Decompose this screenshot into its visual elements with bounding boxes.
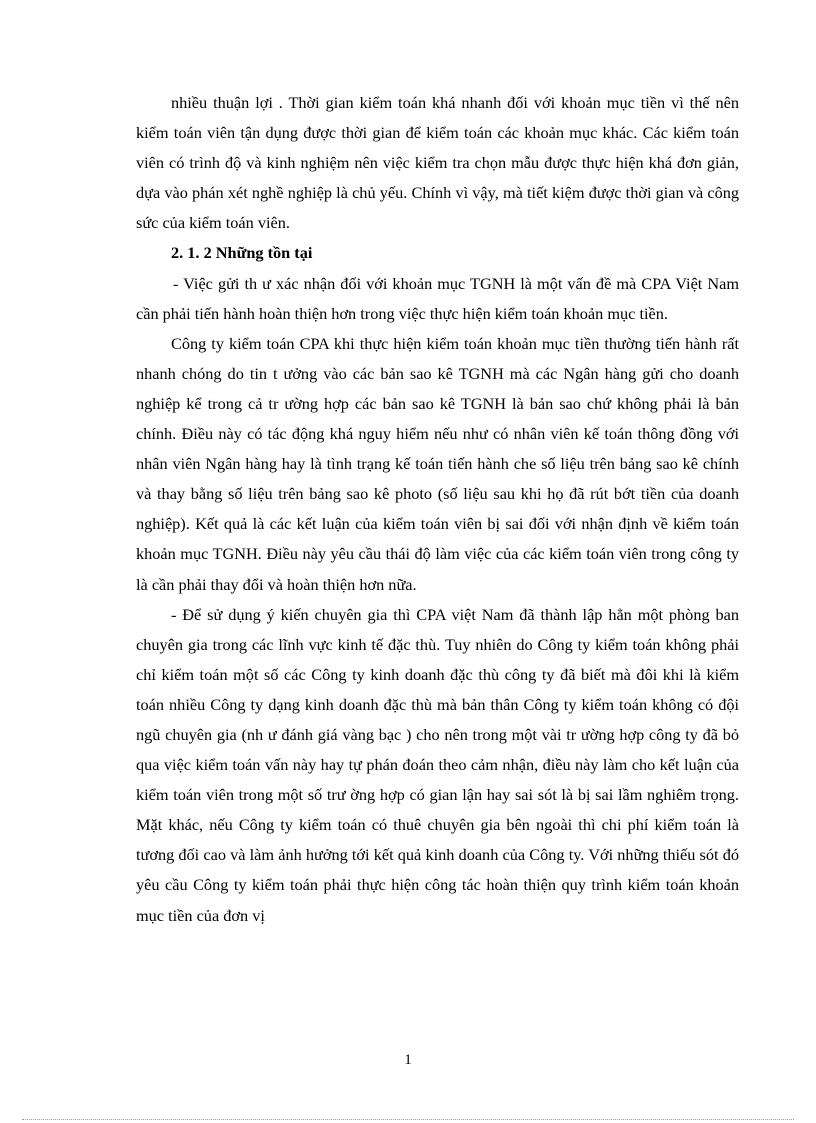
document-body [136,88,739,931]
paragraph-advantages: nhiều thuận lợi . Thời gian kiểm toán khá nhanh đối với khoản mục tiền vì thế nên kiểm toán viên tận dụng được thời gian để kiểm toán các khoản mục khác. Các kiểm toán viên có trình độ và kinh nghiệm nên việc kiểm tra chọn mẫu được thực hiện khá đơn giản, dựa vào phán xét nghề nghiệp là chủ yếu. Chính vì vậy, mà tiết kiệm được thời gian và công sức của kiểm toán viên. [136,93,739,233]
section-heading: 2. 1. 2 Những tồn tại [171,243,313,263]
paragraph-confirmation-letters: - Việc gửi th ư xác nhận đối với khoản mục TGNH là một vấn đề mà CPA Việt Nam cần phải tiến hành hoàn thiện hơn trong việc thực hiện kiểm toán khoản mục tiền. [136,273,739,323]
page-number: 1 [404,1052,412,1068]
paragraph-expert-opinion: - Để sử dụng ý kiến chuyên gia thì CPA việt Nam đã thành lập hẳn một phòng ban chuyên gia trong các lĩnh vực kinh tế đặc thù. Tuy nhiên do Công ty kiểm toán không phải chỉ kiểm toán một số các Công ty kinh doanh đặc thù công ty đã biết mà đôi khi là kiểm toán nhiều Công ty dạng kinh doanh đặc thù mà bản thân Công ty kiểm toán không có đội ngũ chuyên gia (nh ư đánh giá vàng bạc ) cho nên trong một vài tr ường hợp công ty đã bỏ qua việc kiểm toán vấn này hay tự phán đoán theo cảm nhận, điều này làm cho kết luận của kiểm toán viên trong một số trư ờng hợp có gian lận hay sai sót là bị sai lầm nghiêm trọng. Mặt khác, nếu Công ty kiểm toán có thuê chuyên gia bên ngoài thì chi phí kiểm toán là tương đối cao và làm ảnh hưởng tới kết quả kinh doanh của Công ty. Với những thiếu sót đó yêu cầu Công ty kiểm toán phải thực hiện công tác hoàn thiện quy trình kiểm toán khoản mục tiền của đơn vị [136,604,739,925]
page-bottom-divider [22,1119,794,1120]
paragraph-bank-statements: Công ty kiểm toán CPA khi thực hiện kiểm toán khoản mục tiền thường tiến hành rất nhanh chóng do tin t ưởng vào các bản sao kê TGNH mà các Ngân hàng gửi cho doanh nghiệp kể trong cả tr ường hợp các bản sao kê TGNH là bản sao chứ không phải là bản chính. Điều này có tác động khá nguy hiểm nếu như có nhân viên kế toán thông đồng với nhân viên Ngân hàng hay là tình trạng kế toán tiến hành che số liệu trên bảng sao kê chính và thay bằng số liệu trên bảng sao kê photo (số liệu sau khi họ đã rút bớt tiền của doanh nghiệp). Kết quả là các kết luận của kiểm toán viên bị sai đối với nhận định về kiểm toán khoản mục TGNH. Điều này yêu cầu thái độ làm việc của các kiểm toán viên trong công ty là cần phải thay đổi và hoàn thiện hơn nữa. [136,333,739,594]
